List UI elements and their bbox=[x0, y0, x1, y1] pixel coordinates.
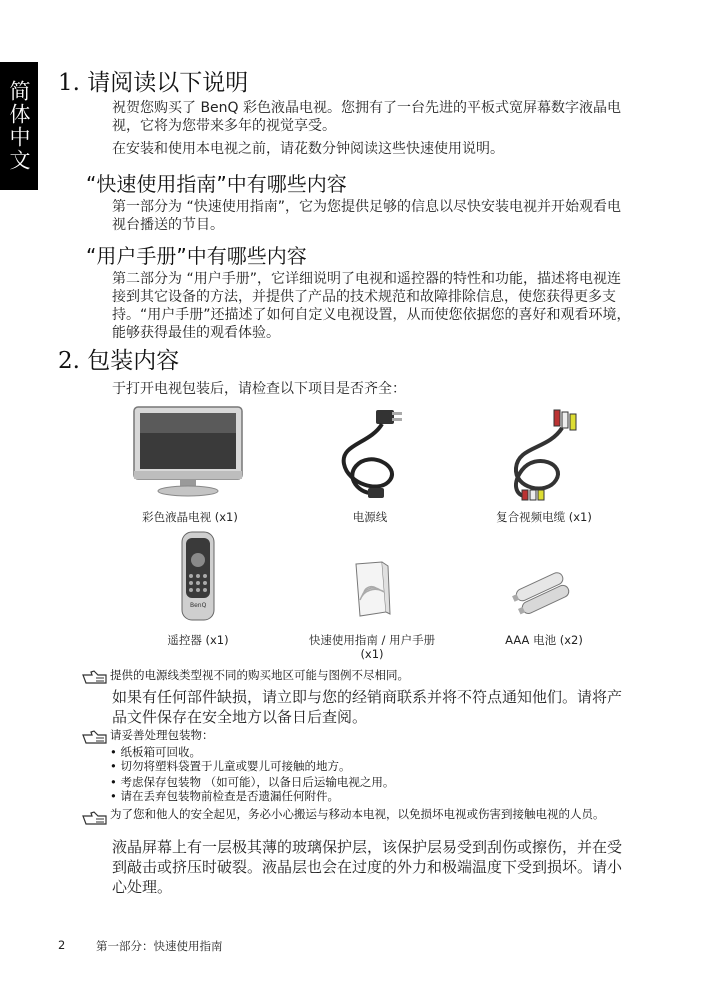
bullet-text: 考虑保存包装物 （如可能），以备日后运输电视之用。 bbox=[120, 775, 395, 789]
bullet-text: 请在丢弃包装物前检查是否遗漏任何附件。 bbox=[120, 789, 339, 803]
intro-paragraph-2: 在安装和使用本电视之前，请花数分钟阅读这些快速使用说明。 bbox=[112, 141, 504, 157]
battery-icon bbox=[510, 572, 576, 616]
language-tab-label: 简体中文 bbox=[7, 80, 31, 172]
note-hand-icon bbox=[82, 810, 108, 826]
section1-heading bbox=[58, 64, 248, 97]
power-cord-icon bbox=[330, 404, 412, 500]
bullet-text: 切勿将塑料袋置于儿童或婴儿可接触的地方。 bbox=[120, 759, 351, 773]
remote-brand: BenQ bbox=[190, 602, 207, 609]
bullet-text: 纸板箱可回收。 bbox=[120, 745, 201, 759]
item-caption-cord: 电源线 bbox=[352, 510, 388, 524]
section2-number: 2. bbox=[58, 348, 80, 374]
note3-text: 为了您和他人的安全起见，务必小心搬运与移动本电视，以免损坏电视或伤害到接触电视的人员。 bbox=[110, 807, 605, 821]
note2-text: 请妥善处理包装物： bbox=[110, 728, 214, 742]
section1-title: 请阅读以下说明 bbox=[87, 70, 249, 96]
list-item: • 切勿将塑料袋置于儿童或婴儿可接触的地方。 bbox=[110, 759, 351, 773]
intro-paragraph: 祝贺您购买了 BenQ 彩色液晶电视。您拥有了一台先进的平板式宽屏幕数字液晶电视，它将为您带来多年的视觉享受。 bbox=[112, 100, 622, 134]
user-manual-text: 第二部分为 “用户手册”，它详细说明了电视和遥控器的特性和功能，描述将电视连接到其它设备的方法，并提供了产品的技术规范和故障排除信息，使您获得更多支持。“用户手册”还描述了如何自定义电视设置，从而使您依据您的喜好和观看环境，能够获得最佳的观看体验。 bbox=[112, 271, 631, 341]
note1-text: 提供的电源线类型视不同的购买地区可能与图例不尽相同。 bbox=[110, 668, 409, 682]
item-caption-av: 复合视频电缆 (x1) bbox=[496, 510, 592, 524]
item-caption-guide: 快速使用指南 / 用户手册 (x1) bbox=[308, 633, 436, 661]
quick-guide-heading: “快速使用指南”中有哪些内容 bbox=[86, 172, 347, 196]
quick-guide-text: 第一部分为 “快速使用指南”，它为您提供足够的信息以尽快安装电视并开始观看电视台播送的节目。 bbox=[112, 199, 621, 233]
lcd-tv-icon bbox=[132, 405, 244, 499]
note1-body: 如果有任何部件缺损，请立即与您的经销商联系并将不符点通知他们。请将产品文件保存在安全地方以备日后查阅。 bbox=[112, 688, 623, 726]
item-caption-battery: AAA 电池 (x2) bbox=[505, 633, 583, 647]
list-item: • 纸板箱可回收。 bbox=[110, 745, 201, 759]
item-caption-tv: 彩色液晶电视 (x1) bbox=[142, 510, 238, 524]
list-item: • 考虑保存包装物 （如可能），以备日后运输电视之用。 bbox=[110, 775, 395, 789]
page-number: 2 bbox=[58, 938, 66, 952]
section2-title: 包装内容 bbox=[87, 348, 180, 374]
list-item: • 请在丢弃包装物前检查是否遗漏任何附件。 bbox=[110, 789, 339, 803]
note-hand-icon bbox=[82, 729, 108, 745]
item-caption-remote: 遥控器 (x1) bbox=[167, 633, 229, 647]
language-tab bbox=[0, 62, 38, 190]
manual-booklet-icon bbox=[352, 560, 392, 618]
note3-body: 液晶屏幕上有一层极其薄的玻璃保护层，该保护层易受到刮伤或擦伤，并在受到敲击或挤压时破裂。液晶层也会在过度的外力和极端温度下受到损坏。请小心处理。 bbox=[112, 838, 623, 896]
note-hand-icon bbox=[82, 669, 108, 685]
footer-section-title: 第一部分：快速使用指南 bbox=[96, 939, 223, 953]
package-intro: 于打开电视包装后，请检查以下项目是否齐全： bbox=[112, 381, 406, 397]
user-manual-heading: “用户手册”中有哪些内容 bbox=[86, 244, 307, 268]
av-cable-icon bbox=[498, 406, 584, 502]
remote-control-icon bbox=[180, 530, 216, 622]
section1-number: 1. bbox=[58, 70, 80, 96]
section2-heading bbox=[58, 342, 179, 375]
